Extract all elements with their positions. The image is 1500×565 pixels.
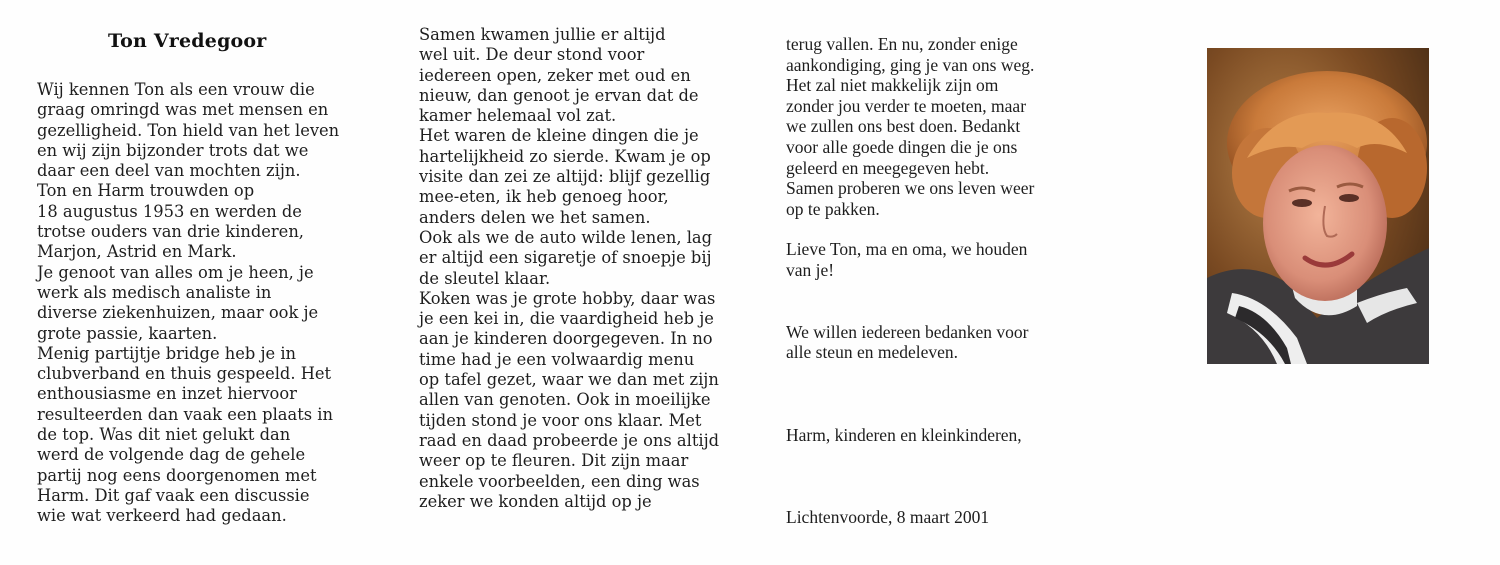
text-line: raad en daad probeerde je ons altijd	[419, 430, 720, 450]
text-line: zonder jou verder te moeten, maar	[786, 95, 1027, 116]
text-line: 18 augustus 1953 en werden de	[37, 201, 302, 221]
text-line: iedereen open, zeker met oud en	[419, 65, 691, 85]
text-line: time had je een volwaardig menu	[419, 349, 695, 369]
text-line: enthousiasme en inzet hiervoor	[37, 384, 297, 404]
portrait-photo	[1207, 48, 1429, 364]
text-line: We willen iedereen bedanken voor	[786, 321, 1029, 342]
text-line: clubverband en thuis gespeeld. Het	[37, 364, 332, 384]
text-line: op te pakken.	[786, 198, 880, 219]
text-line: er altijd een sigaretje of snoepje bij	[419, 248, 712, 268]
text-line: daar een deel van mochten zijn.	[37, 161, 301, 181]
signature: Harm, kinderen en kleinkinderen,	[786, 424, 1022, 445]
text-line: enkele voorbeelden, een ding was	[419, 471, 700, 491]
text-line: de top. Was dit niet gelukt dan	[37, 425, 291, 445]
text-line: en wij zijn bijzonder trots dat we	[37, 140, 309, 160]
column-1-text	[37, 80, 339, 527]
text-line: Koken was je grote hobby, daar was	[419, 288, 716, 308]
text-line: Ton en Harm trouwden op	[37, 181, 255, 201]
text-line: trotse ouders van drie kinderen,	[37, 222, 304, 242]
text-line: wie wat verkeerd had gedaan.	[37, 506, 287, 526]
text-line: Menig partijtje bridge heb je in	[37, 343, 297, 363]
text-line: kamer helemaal vol zat.	[419, 106, 617, 126]
text-line: op tafel gezet, waar we dan met zijn	[419, 370, 719, 390]
text-line: van je!	[786, 259, 835, 280]
text-line: mee-eten, ik heb genoeg hoor,	[419, 187, 669, 207]
text-line: partij nog eens doorgenomen met	[37, 465, 317, 485]
text-line: diverse ziekenhuizen, maar ook je	[37, 303, 319, 323]
text-line: wel uit. De deur stond voor	[419, 45, 645, 65]
text-line: Samen kwamen jullie er altijd	[419, 25, 666, 44]
text-line: visite dan zei ze altijd: blijf gezellig	[419, 167, 711, 187]
text-line: Het zal niet makkelijk zijn om	[786, 75, 999, 96]
text-line: resulteerden dan vaak een plaats in	[37, 404, 333, 424]
place-date: Lichtenvoorde, 8 maart 2001	[786, 507, 990, 528]
text-line: gezelligheid. Ton hield van het leven	[37, 120, 340, 140]
text-line: je een kei in, die vaardigheid heb je	[419, 309, 714, 329]
text-line: nieuw, dan genoot je ervan dat de	[419, 85, 699, 105]
text-line: aan je kinderen doorgegeven. In no	[419, 329, 713, 349]
closing-paragraph	[786, 34, 1034, 219]
text-line: geleerd en meegegeven hebt.	[786, 157, 990, 178]
text-line: Ook als we de auto wilde lenen, lag	[419, 227, 713, 247]
text-line: we zullen ons best doen. Bedankt	[786, 116, 1021, 137]
text-line: voor alle goede dingen die je ons	[786, 136, 1018, 157]
text-line: Lieve Ton, ma en oma, we houden	[786, 239, 1028, 260]
text-line: anders delen we het samen.	[419, 207, 651, 227]
column-3-text	[786, 34, 1034, 528]
text-line: weer op te fleuren. Dit zijn maar	[419, 451, 689, 471]
text-line: zeker we konden altijd op je	[419, 491, 652, 511]
text-line: Samen proberen we ons leven weer	[786, 178, 1035, 199]
text-line: graag omringd was met mensen en	[37, 100, 329, 120]
text-line: werd de volgende dag de gehele	[37, 445, 306, 465]
text-line: tijden stond je voor ons klaar. Met	[419, 410, 702, 430]
portrait-image	[1207, 48, 1429, 364]
thanks-message	[786, 322, 1034, 363]
text-line: aankondiging, ging je van ons weg.	[786, 54, 1035, 75]
text-line: alle steun en medeleven.	[786, 342, 959, 363]
text-line: Marjon, Astrid en Mark.	[37, 242, 237, 262]
text-line: terug vallen. En nu, zonder enige	[786, 34, 1018, 54]
card-title: Ton Vredegoor	[108, 30, 267, 52]
text-line: de sleutel klaar.	[419, 268, 551, 288]
column-2-text	[419, 25, 719, 512]
text-line: Wij kennen Ton als een vrouw die	[37, 80, 315, 99]
text-line: Je genoot van alles om je heen, je	[37, 262, 314, 282]
text-line: Harm. Dit gaf vaak een discussie	[37, 485, 310, 505]
love-message	[786, 239, 1034, 280]
text-line: grote passie, kaarten.	[37, 323, 218, 343]
text-line: allen van genoten. Ook in moeilijke	[419, 390, 711, 410]
text-line: hartelijkheid zo sierde. Kwam je op	[419, 146, 711, 166]
text-line: Het waren de kleine dingen die je	[419, 126, 699, 146]
text-line: werk als medisch analiste in	[37, 282, 272, 302]
